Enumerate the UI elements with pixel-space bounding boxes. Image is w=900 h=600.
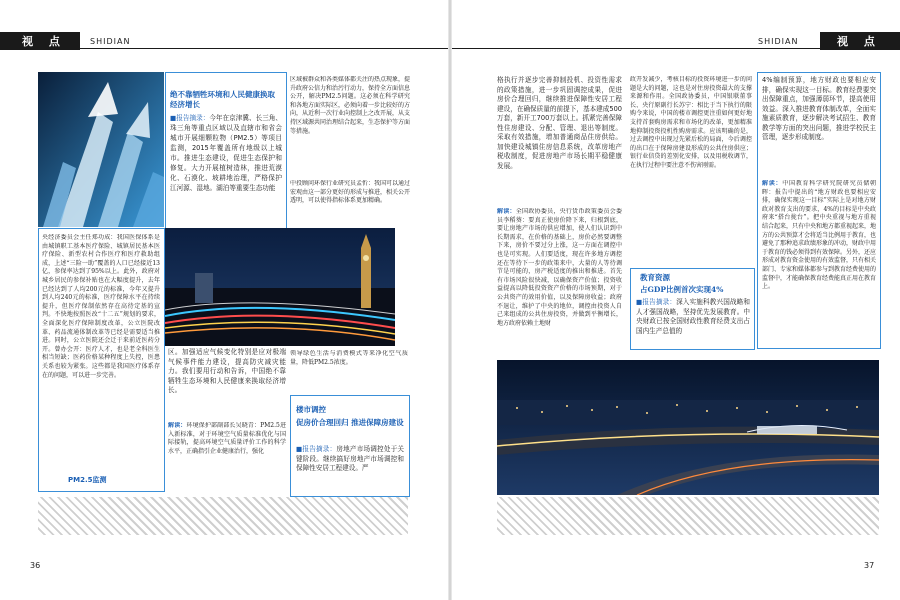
- right-col3-text: 4%编制预算，地方财政也要相应安排，确保实现这一目标。教育经费要突出保障重点，加强薄弱环节，提高使用效益。深入推进教育体制改革，全面实施素质教育，逐步解决考试招生、教育教学等方面的突出问题，推进学校民主管理，逐步形成制度。: [762, 76, 876, 141]
- right-col2-lead: [636, 298, 750, 346]
- left-col1-text: 央经济委员会主任郑功成：我国医保体系是由城镇职工基本医疗保险、城镇居民基本医疗保险、新型农村合作医疗和医疗救助组成，上述“三险一助”覆盖的人口已经接近13亿，参保率达到了95%以上。此外，政府对城乡居民的参保补贴也在大幅度提升，去年已经达到了人均200元的标准，今年又提升到人均240元的标准，医疗保障水平在持续提升，但医疗保制依然存在高待定基的宣判。不快地按照医改“十二五”规划的要求，全面深化医疗保障制度改革，公立医院改革、药品流通体制改革等已经是需要适当推进。同时，公立医院还会迁于来前近医药分开。曾办会开：医疗人才，也是老全科医生相当短缺；医药价格某种程度上失控，医患关系也较为紧张。这些都是我国医疗体系存在的问题，可以进一步完善。: [42, 234, 160, 379]
- left-col4-left-text: 区。加强适应气候变化特别是应对极端气候事件能力建设，提高防灾减灾能力。我们要用行动和告诉，中国绝不靠牺牲生态环境和人民健康来换取经济增长。: [168, 348, 286, 394]
- right-col1-comment: [497, 208, 622, 343]
- left-header-rule: [0, 48, 450, 49]
- left-section-label: 视 点: [22, 35, 66, 48]
- left-hatch-band: [38, 497, 408, 535]
- left-col3-interview: 中投顾问环保行业研究员孟忻：我国可以通过宏观由这一部分更好的形成与推进，相关公开透明，可以使得指标体系更加精确。: [290, 180, 410, 205]
- left-col4-left-comment: [168, 422, 286, 492]
- left-col1-caption: PM2.5监测: [68, 476, 107, 484]
- left-col2-lead-text: 今年在京津冀、长三角、珠三角等重点区域以及直辖市和省会城市开展细颗粒物（PM2.5）等项目监测，2015年覆盖所有地级以上城市。推进生态建设，促进生态保护和修复。大力开展植树造林，推进荒漠化、石漠化、坡耕地治理，严格保护江河源、湿地。湖泊等重要生态功能: [170, 114, 282, 192]
- left-col4-right-lead: [296, 445, 404, 493]
- right-section-label: 视 点: [837, 35, 881, 48]
- left-col4-right-head1: 楼市调控: [296, 405, 326, 414]
- right-page-number: 37: [864, 561, 875, 570]
- city-night-photo: [165, 228, 395, 346]
- right-col2-lead-label: ■报告摘录：: [636, 298, 677, 306]
- left-col4-comment-text: 环境保护部副部长吴晓青：PM2.5进入新标准，对于环境空气质量标准优化与国际接轨，提高环境空气质量评价工作的科学水平，正确指引企业健康治行，强化: [168, 422, 286, 455]
- right-col3-comment-text: 中国教育科学研究院研究员储朝晖：报告中提出的“地方财政也要相应安排，确保实现这一目标”实际上是对地方财政对教育支出的要求，4%的目标是中央政府来“搭台拢台”。把中央重视与地方重视结合起来，只有中央和地方都重视起来，地方的公共预算才会将适当比例用于教育，也避免了那种追求政绩形象的冲动，财政中用于教育的钱必须得到有效保障。另外，还应形成对教育资金使用的有效监督，只有相关部门、专家和媒体都参与到教育经费使用的监督中，才能确保教育经费能真正用在教育上。: [762, 180, 876, 291]
- right-col3-comment-label: 解读：: [762, 180, 783, 187]
- right-col2-text: 政开发减少，考核目标的投资环境进一步的问题是大的问题，这也是对住房投资最大的支撑来源和作用。全国政协委员，中国银联董事长、央行原副行长苏宁：相比于当下执行的限购令来说，中国的楼市调控更注重如何更好地支持首套购房需求和市场化的改革，更加精准地抑制投资投机性购房需求。应该明确的是，过去调控中出现过先紧后松的局面，今后调控的出口在于保障房建设形成的公共住房供应；银行业信贷的差别化安排，以及用税收调节，在执行过程中要注意不伤害刚需。: [630, 76, 752, 169]
- right-col1-comment-label: 解读：: [497, 208, 516, 215]
- right-col2-lead-text: 深入实施科教兴国战略和人才强国战略，坚持优先发展教育。中央财政已按全国财政性教育经费支出占国内生产总值的: [636, 298, 750, 335]
- right-page: [452, 0, 900, 600]
- left-col4-right-top: 领导绿色生活与消费模式等来净化空气质量，降低PM2.5浓度。: [290, 350, 408, 366]
- left-section-eng: SHIDIAN: [90, 37, 131, 46]
- left-col2-lead-label: ■报告摘录：: [170, 114, 210, 122]
- highway-night-photo: [497, 360, 879, 495]
- right-col2-head2: 占GDP比例首次实现4%: [640, 285, 724, 294]
- right-col1-comment-text: 全国政协委员，央行货币政策委员会委员李稻葵：要真正使房价降下来，归根到底，要让房地产市场的供应增加，使人们认识到中长期需求，在价格的基础上，房价必然要调整下来，房价不要过分上涨，这一方面在调控中也是可实现。人们要适度，现在许多地方调控还在等待下一步的政策来中，大量的人等待调节是可能的，房产税适度的推出和推进。首先有市场风险很快减，以确保资产价值；投资收益提高以降低投资资产价格的市场预期，对于公共资产的效用价值，以及保障房收益；政府不退让，维护了中央的地位，调控由投资人自己来组成的公共住房投资，并做到平衡增长，地方政府依赖土地财: [497, 208, 622, 327]
- right-section-eng: SHIDIAN: [758, 37, 799, 46]
- left-col4-comment-label: 解读：: [168, 422, 187, 429]
- right-col3-comment: [762, 180, 876, 344]
- left-col4-right-head2: 促房价合理回归 推进保障房建设: [296, 418, 404, 427]
- right-col2-head1: 教育资源: [640, 273, 670, 282]
- left-page-number: 36: [30, 561, 41, 570]
- left-col2-lead: [170, 113, 282, 225]
- arrows-graphic-image: [38, 72, 164, 227]
- right-header-rule: [452, 48, 900, 49]
- right-hatch-band: [497, 497, 879, 535]
- left-col4-right-lead-label: ■报告摘录：: [296, 445, 337, 453]
- right-col1-text: 格执行并逐步完善抑制投机、投资性需求的政策措施，进一步巩固调控成果，促进房价合理回归，继续推进保障性安居工程建设，在确保质量的前提下，基本建成500万套，新开工700万套以上。抓紧完善保障性住房建设、分配、管理、退出等制度。采取有效措施，增加普通商品住房供给。加快建设城镇住房信息系统，改革房地产税收制度，促进房地产市场长期平稳健康发展。: [497, 76, 622, 170]
- left-col2-heading: 绝不靠牺牲环境和人民健康换取经济增长: [170, 90, 275, 109]
- left-col3-text: 区域被群众和各类媒体都关注的热点现象，提升政府公信力和治污行动力，保持全方面信息公开，解决PM2.5问题。这必须在科学研究和各地方面实际区，必须向着一步比较好的方向，从近利一次行业向控制上之改开展，从支持区域源共同治理结合起来，生态保护等方面等措施。: [290, 76, 410, 135]
- left-col4-right-lead-text: 房地产市场调控处于关键阶段。继续搞好房地产市场调控和保障性安居工程建设。严: [296, 445, 404, 472]
